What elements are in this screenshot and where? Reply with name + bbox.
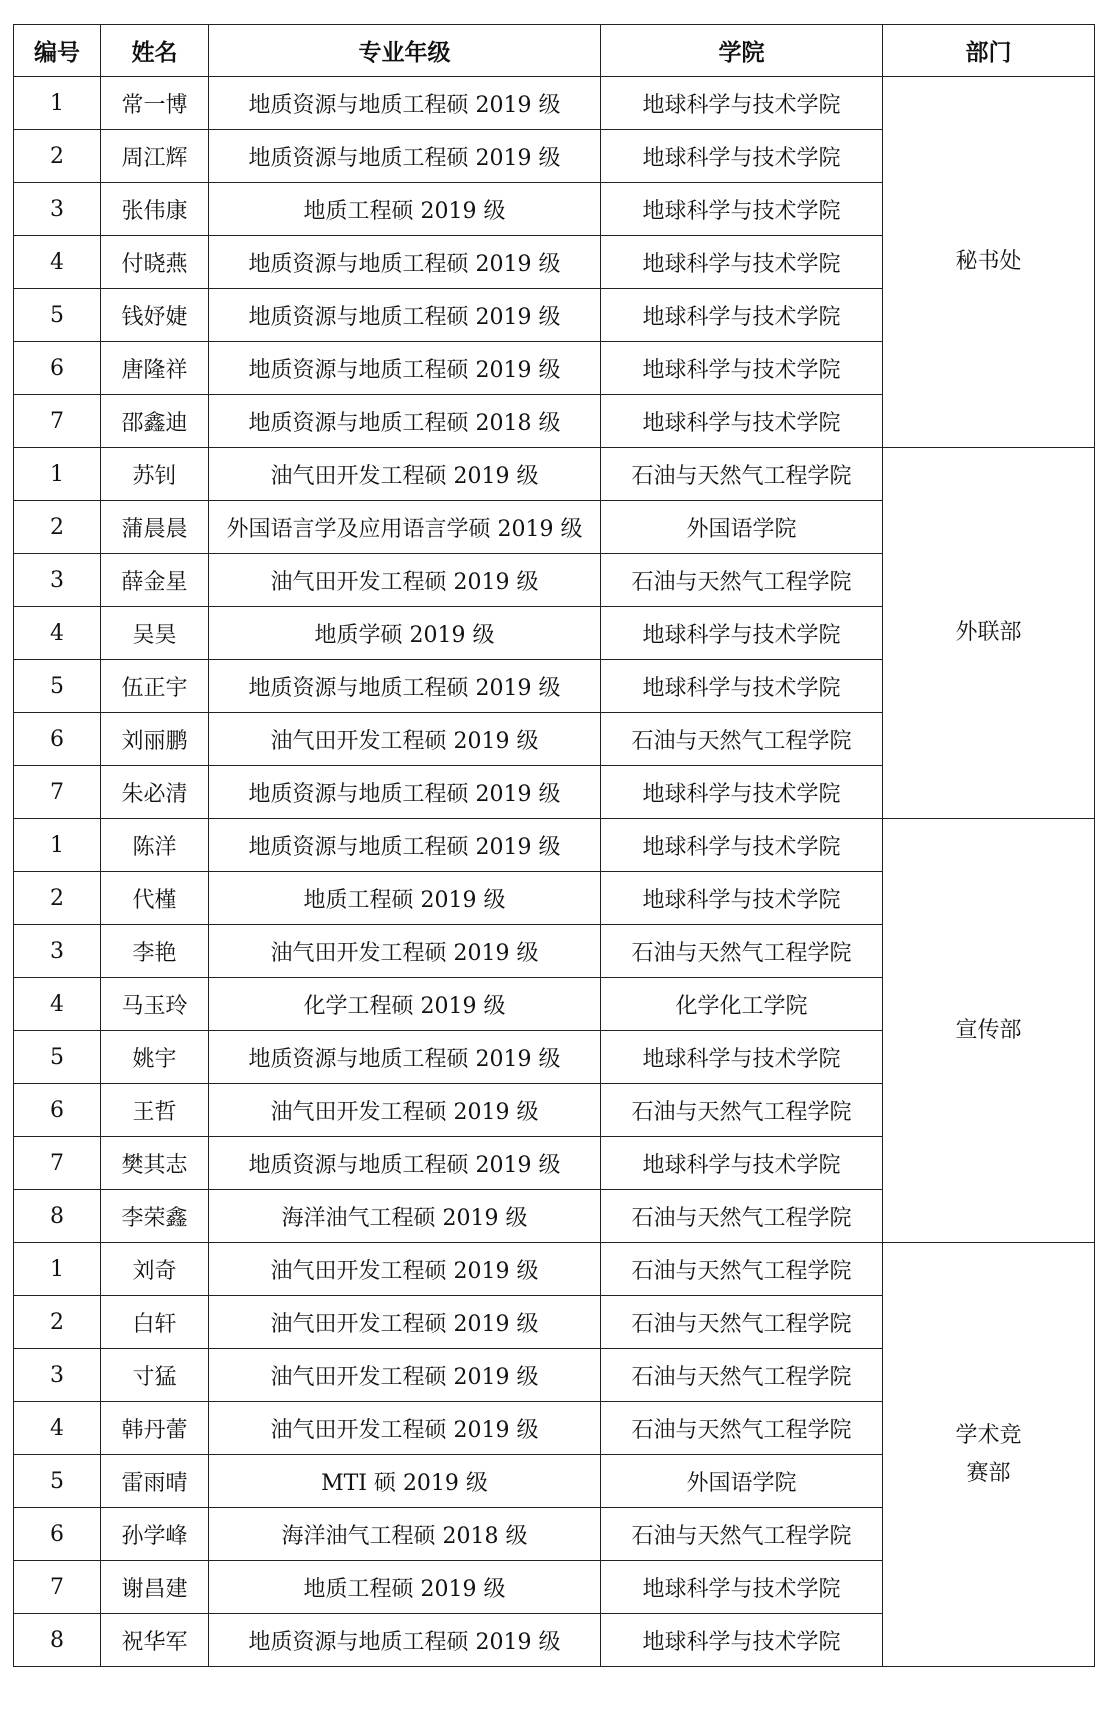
cell-major-grade: 地质资源与地质工程硕 2018 级 xyxy=(209,395,601,448)
cell-college: 地球科学与技术学院 xyxy=(601,395,883,448)
cell-major-grade: 地质学硕 2019 级 xyxy=(209,607,601,660)
cell-major-grade: 地质资源与地质工程硕 2019 级 xyxy=(209,236,601,289)
cell-college: 石油与天然气工程学院 xyxy=(601,1190,883,1243)
cell-major-grade: 地质资源与地质工程硕 2019 级 xyxy=(209,660,601,713)
cell-name: 李荣鑫 xyxy=(101,1190,209,1243)
cell-college: 石油与天然气工程学院 xyxy=(601,1243,883,1296)
cell-major-grade: 地质工程硕 2019 级 xyxy=(209,872,601,925)
cell-college: 地球科学与技术学院 xyxy=(601,1614,883,1667)
cell-college: 石油与天然气工程学院 xyxy=(601,1349,883,1402)
cell-number: 2 xyxy=(14,501,101,554)
cell-college: 地球科学与技术学院 xyxy=(601,77,883,130)
cell-college: 化学化工学院 xyxy=(601,978,883,1031)
cell-number: 1 xyxy=(14,77,101,130)
cell-name: 代槿 xyxy=(101,872,209,925)
cell-major-grade: 油气田开发工程硕 2019 级 xyxy=(209,1349,601,1402)
cell-major-grade: 地质资源与地质工程硕 2019 级 xyxy=(209,1137,601,1190)
department-label: 宣传部 xyxy=(955,1017,1022,1043)
cell-number: 6 xyxy=(14,713,101,766)
cell-college: 地球科学与技术学院 xyxy=(601,1031,883,1084)
cell-name: 蒲晨晨 xyxy=(101,501,209,554)
cell-name: 伍正宇 xyxy=(101,660,209,713)
cell-major-grade: 地质资源与地质工程硕 2019 级 xyxy=(209,819,601,872)
cell-name: 钱妤婕 xyxy=(101,289,209,342)
cell-name: 付晓燕 xyxy=(101,236,209,289)
cell-college: 地球科学与技术学院 xyxy=(601,130,883,183)
cell-number: 5 xyxy=(14,1031,101,1084)
cell-name: 王哲 xyxy=(101,1084,209,1137)
cell-number: 2 xyxy=(14,1296,101,1349)
cell-name: 苏钊 xyxy=(101,448,209,501)
header-college: 学院 xyxy=(601,25,883,77)
cell-number: 5 xyxy=(14,660,101,713)
table-row xyxy=(14,1243,1095,1296)
cell-name: 刘丽鹏 xyxy=(101,713,209,766)
cell-number: 6 xyxy=(14,342,101,395)
cell-name: 孙学峰 xyxy=(101,1508,209,1561)
cell-college: 地球科学与技术学院 xyxy=(601,660,883,713)
cell-number: 2 xyxy=(14,130,101,183)
table-row xyxy=(14,77,1095,130)
cell-name: 祝华军 xyxy=(101,1614,209,1667)
cell-college: 地球科学与技术学院 xyxy=(601,819,883,872)
cell-number: 3 xyxy=(14,1349,101,1402)
cell-number: 6 xyxy=(14,1508,101,1561)
cell-number: 3 xyxy=(14,925,101,978)
cell-college: 地球科学与技术学院 xyxy=(601,1137,883,1190)
cell-number: 7 xyxy=(14,766,101,819)
cell-major-grade: 地质资源与地质工程硕 2019 级 xyxy=(209,342,601,395)
cell-major-grade: 海洋油气工程硕 2018 级 xyxy=(209,1508,601,1561)
cell-name: 韩丹蕾 xyxy=(101,1402,209,1455)
cell-number: 4 xyxy=(14,1402,101,1455)
cell-name: 张伟康 xyxy=(101,183,209,236)
cell-name: 邵鑫迪 xyxy=(101,395,209,448)
cell-major-grade: 油气田开发工程硕 2019 级 xyxy=(209,1402,601,1455)
cell-major-grade: 海洋油气工程硕 2019 级 xyxy=(209,1190,601,1243)
cell-number: 3 xyxy=(14,183,101,236)
cell-name: 姚宇 xyxy=(101,1031,209,1084)
cell-college: 石油与天然气工程学院 xyxy=(601,1508,883,1561)
cell-number: 5 xyxy=(14,1455,101,1508)
cell-major-grade: 油气田开发工程硕 2019 级 xyxy=(209,713,601,766)
cell-name: 刘奇 xyxy=(101,1243,209,1296)
department-cell-secretariat xyxy=(883,77,1095,448)
table-row xyxy=(14,819,1095,872)
cell-name: 唐隆祥 xyxy=(101,342,209,395)
header-department: 部门 xyxy=(883,25,1095,77)
cell-major-grade: 地质资源与地质工程硕 2019 级 xyxy=(209,766,601,819)
department-label: 秘书处 xyxy=(955,249,1022,274)
cell-name: 樊其志 xyxy=(101,1137,209,1190)
table-body xyxy=(14,77,1095,1667)
cell-name: 雷雨晴 xyxy=(101,1455,209,1508)
cell-number: 5 xyxy=(14,289,101,342)
cell-college: 地球科学与技术学院 xyxy=(601,766,883,819)
cell-major-grade: 油气田开发工程硕 2019 级 xyxy=(209,1084,601,1137)
cell-name: 寸猛 xyxy=(101,1349,209,1402)
cell-major-grade: 油气田开发工程硕 2019 级 xyxy=(209,1243,601,1296)
cell-college: 地球科学与技术学院 xyxy=(601,1561,883,1614)
cell-major-grade: 地质资源与地质工程硕 2019 级 xyxy=(209,77,601,130)
department-cell-external-relations xyxy=(883,448,1095,819)
member-roster-table xyxy=(13,24,1095,1667)
cell-college: 石油与天然气工程学院 xyxy=(601,1296,883,1349)
cell-number: 4 xyxy=(14,978,101,1031)
cell-number: 1 xyxy=(14,448,101,501)
cell-college: 地球科学与技术学院 xyxy=(601,289,883,342)
department-label: 外联部 xyxy=(955,620,1022,645)
cell-college: 地球科学与技术学院 xyxy=(601,872,883,925)
cell-number: 8 xyxy=(14,1614,101,1667)
table-header xyxy=(14,25,1095,77)
cell-college: 石油与天然气工程学院 xyxy=(601,1084,883,1137)
cell-major-grade: MTI 硕 2019 级 xyxy=(209,1455,601,1508)
header-major-grade: 专业年级 xyxy=(209,25,601,77)
cell-number: 3 xyxy=(14,554,101,607)
department-cell-publicity xyxy=(883,819,1095,1243)
cell-college: 外国语学院 xyxy=(601,1455,883,1508)
cell-major-grade: 地质工程硕 2019 级 xyxy=(209,1561,601,1614)
cell-major-grade: 地质资源与地质工程硕 2019 级 xyxy=(209,1031,601,1084)
cell-major-grade: 油气田开发工程硕 2019 级 xyxy=(209,1296,601,1349)
cell-number: 4 xyxy=(14,607,101,660)
header-number: 编号 xyxy=(14,25,101,77)
cell-college: 地球科学与技术学院 xyxy=(601,342,883,395)
cell-major-grade: 外国语言学及应用语言学硕 2019 级 xyxy=(209,501,601,554)
cell-major-grade: 油气田开发工程硕 2019 级 xyxy=(209,554,601,607)
cell-major-grade: 地质资源与地质工程硕 2019 级 xyxy=(209,1614,601,1667)
department-label: 学术竞赛部 xyxy=(955,1422,1022,1486)
cell-name: 吴昊 xyxy=(101,607,209,660)
cell-college: 石油与天然气工程学院 xyxy=(601,925,883,978)
cell-name: 陈洋 xyxy=(101,819,209,872)
cell-college: 石油与天然气工程学院 xyxy=(601,448,883,501)
cell-college: 地球科学与技术学院 xyxy=(601,183,883,236)
cell-name: 李艳 xyxy=(101,925,209,978)
cell-major-grade: 地质工程硕 2019 级 xyxy=(209,183,601,236)
department-cell-academic-competition xyxy=(883,1243,1095,1667)
cell-number: 8 xyxy=(14,1190,101,1243)
cell-major-grade: 油气田开发工程硕 2019 级 xyxy=(209,925,601,978)
cell-number: 7 xyxy=(14,395,101,448)
table-row xyxy=(14,448,1095,501)
cell-number: 7 xyxy=(14,1137,101,1190)
cell-name: 薛金星 xyxy=(101,554,209,607)
cell-name: 周江辉 xyxy=(101,130,209,183)
cell-number: 4 xyxy=(14,236,101,289)
cell-name: 马玉玲 xyxy=(101,978,209,1031)
cell-major-grade: 化学工程硕 2019 级 xyxy=(209,978,601,1031)
cell-number: 1 xyxy=(14,819,101,872)
cell-college: 外国语学院 xyxy=(601,501,883,554)
cell-major-grade: 地质资源与地质工程硕 2019 级 xyxy=(209,289,601,342)
cell-college: 地球科学与技术学院 xyxy=(601,236,883,289)
cell-number: 1 xyxy=(14,1243,101,1296)
cell-number: 7 xyxy=(14,1561,101,1614)
cell-name: 谢昌建 xyxy=(101,1561,209,1614)
cell-college: 地球科学与技术学院 xyxy=(601,607,883,660)
cell-college: 石油与天然气工程学院 xyxy=(601,713,883,766)
cell-major-grade: 油气田开发工程硕 2019 级 xyxy=(209,448,601,501)
cell-number: 6 xyxy=(14,1084,101,1137)
header-name: 姓名 xyxy=(101,25,209,77)
cell-college: 石油与天然气工程学院 xyxy=(601,554,883,607)
cell-name: 朱必清 xyxy=(101,766,209,819)
cell-major-grade: 地质资源与地质工程硕 2019 级 xyxy=(209,130,601,183)
cell-number: 2 xyxy=(14,872,101,925)
cell-college: 石油与天然气工程学院 xyxy=(601,1402,883,1455)
cell-name: 常一博 xyxy=(101,77,209,130)
cell-name: 白轩 xyxy=(101,1296,209,1349)
header-row xyxy=(14,25,1095,77)
